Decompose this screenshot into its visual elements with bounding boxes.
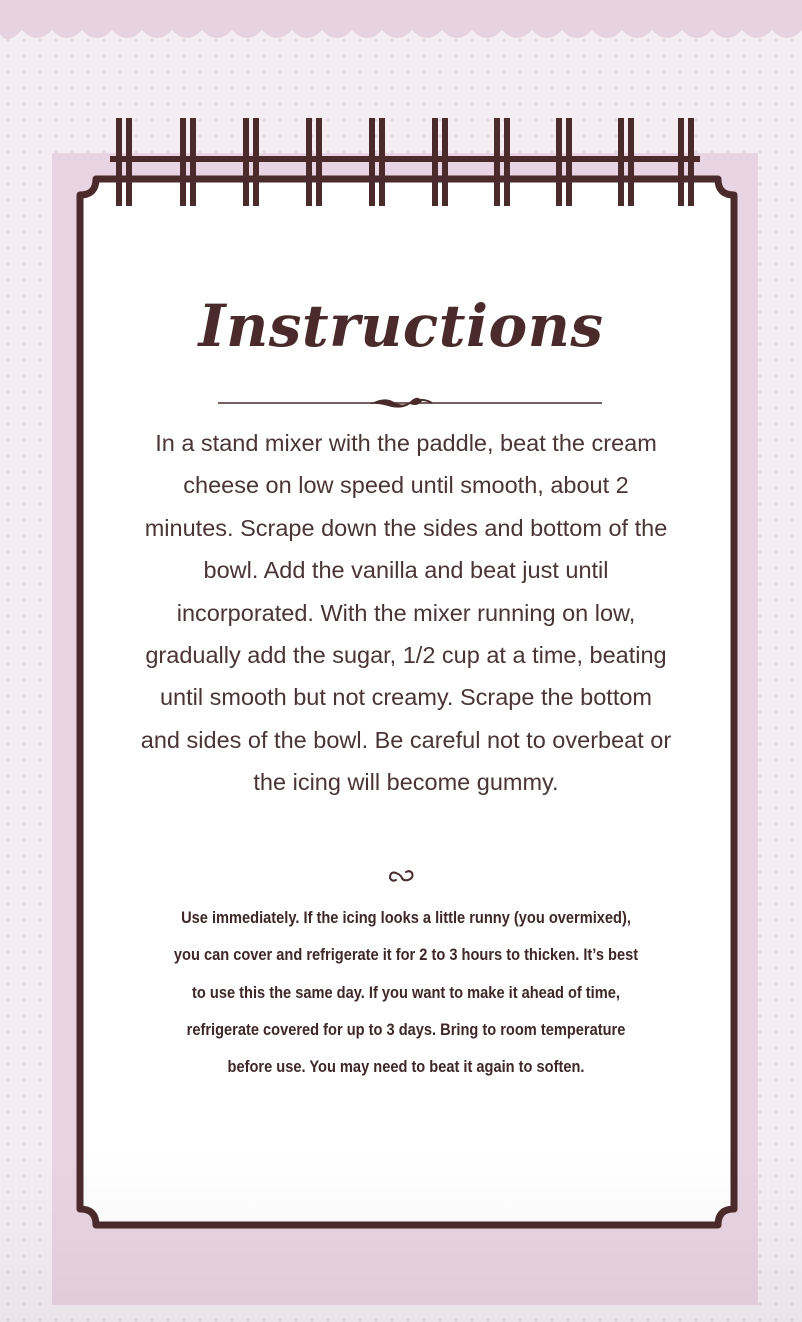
flourish-divider-icon — [218, 394, 602, 414]
scallop-border — [0, 0, 802, 50]
storage-note: Use immediately. If the icing looks a little runny (you overmixed), you can cover and refrigerate it for 2 to 3 hours to thicken. It’s best to use this the same day. If you want to make it ahead of time, refrigerate covered for up to 3 days. Bring to room temperature before use. You may need to beat it again to soften. — [173, 908, 639, 1077]
instructions-paragraph: In a stand mixer with the paddle, beat the cream cheese on low speed until smooth, about 2 minutes. Scrape down the sides and bottom of the bowl. Add the vanilla and beat just until incorporated. With the mixer running on low, gradually add the sugar, 1/2 cup at a time, beating until smooth but not creamy. Scrape the bottom and sides of the bowl. Be careful not to overbeat or the icing will become gummy. — [140, 430, 672, 796]
spiral-binding-icon — [110, 118, 700, 208]
page-title: Instructions — [198, 292, 604, 360]
swirl-ornament-icon — [386, 866, 418, 886]
